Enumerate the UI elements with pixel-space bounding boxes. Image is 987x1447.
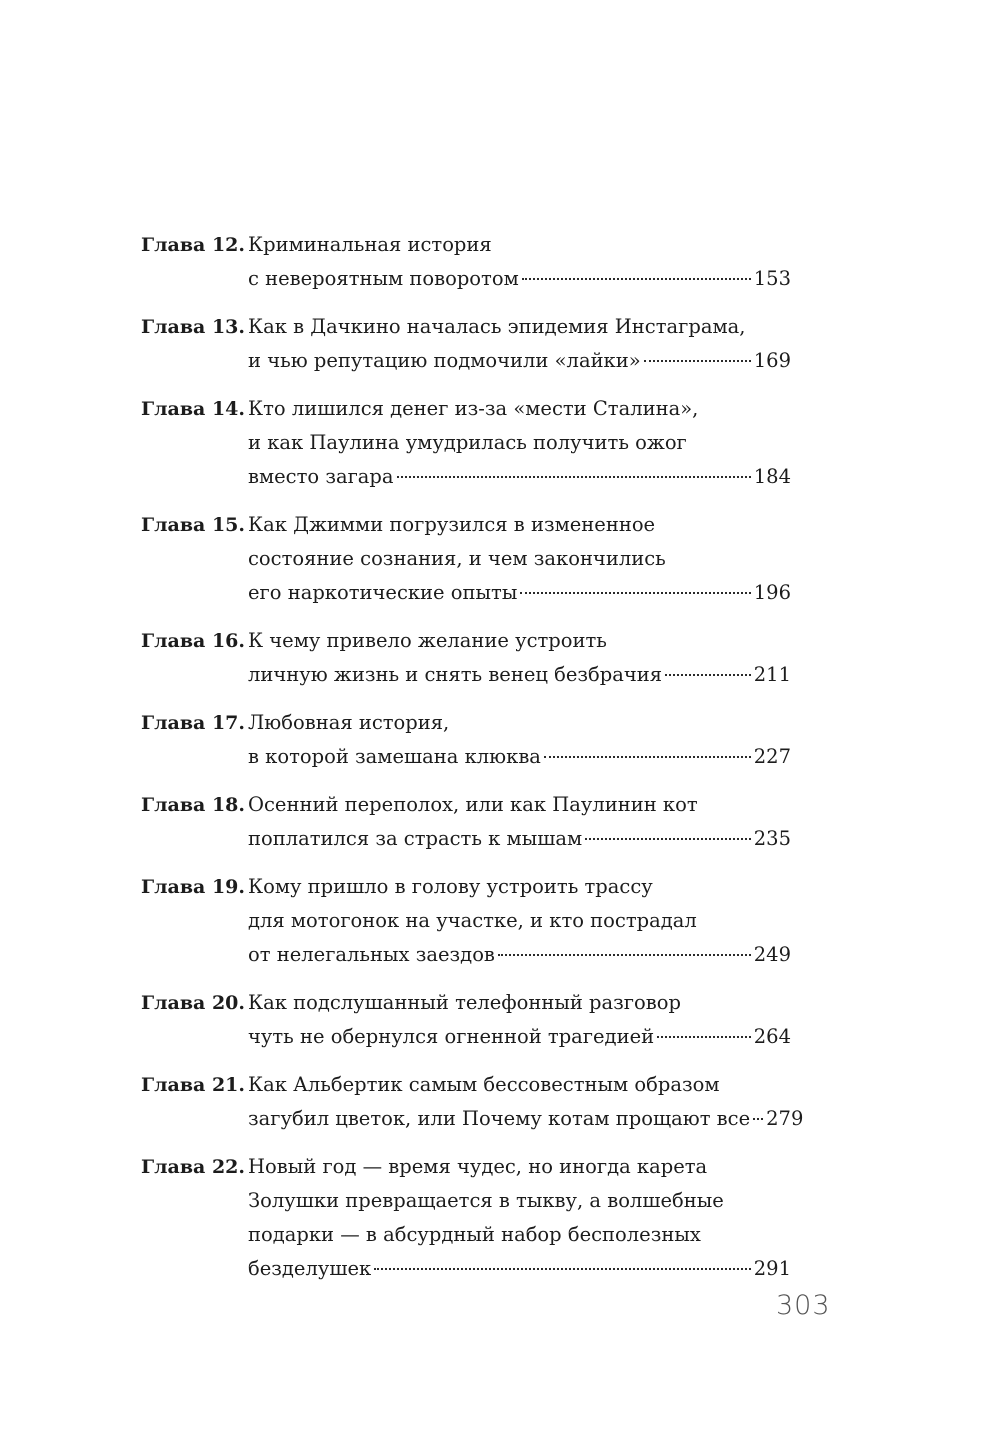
chapter-title-line: Как Джимми погрузился в измененное <box>248 513 656 536</box>
dot-leader <box>397 476 751 478</box>
chapter-title-line: личную жизнь и снять венец безбрачия <box>248 663 663 686</box>
chapter-title <box>248 1150 791 1286</box>
toc-entry <box>141 228 791 296</box>
chapter-title-last-line <box>248 262 791 296</box>
chapter-title-line: и как Паулина умудрилась получить ожог <box>248 431 687 454</box>
chapter-label: Глава 16. <box>141 630 246 652</box>
chapter-title-line: и чью репутацию подмочили «лайки» <box>248 349 641 372</box>
chapter-label: Глава 15. <box>141 514 246 536</box>
dot-leader <box>498 954 751 956</box>
toc-entry <box>141 508 791 610</box>
chapter-page-number: 227 <box>753 745 791 768</box>
chapter-title <box>248 624 791 692</box>
dot-leader <box>374 1268 751 1270</box>
chapter-title-last-line <box>248 658 791 692</box>
chapter-title-line: Новый год — время чудес, но иногда карета <box>248 1155 708 1178</box>
toc-entry <box>141 1068 804 1136</box>
chapter-title-last-line <box>248 1102 804 1136</box>
chapter-title-line: К чему привело желание устроить <box>248 629 607 652</box>
chapter-title-line: состояние сознания, и чем закончились <box>248 547 666 570</box>
chapter-title-last-line <box>248 576 791 610</box>
chapter-label: Глава 18. <box>141 794 246 816</box>
chapter-page-number: 249 <box>753 943 791 966</box>
chapter-title-line: Как в Дачкино началась эпидемия Инстаграма, <box>248 315 746 338</box>
dot-leader <box>522 278 751 280</box>
chapter-title-line: Золушки превращается в тыкву, а волшебные <box>248 1189 724 1212</box>
chapter-title <box>248 310 791 378</box>
chapter-title-last-line <box>248 740 791 774</box>
chapter-title-line: для мотогонок на участке, и кто пострадал <box>248 909 697 932</box>
chapter-title-line: Как подслушанный телефонный разговор <box>248 991 681 1014</box>
chapter-title-last-line <box>248 344 791 378</box>
chapter-title-line: с невероятным поворотом <box>248 267 519 290</box>
chapter-title-line: вместо загара <box>248 465 394 488</box>
chapter-title-line: Кому пришло в голову устроить трассу <box>248 875 653 898</box>
chapter-title-line: Криминальная история <box>248 233 492 256</box>
chapter-title-last-line <box>248 822 791 856</box>
chapter-title <box>248 706 791 774</box>
toc-entry <box>141 870 791 972</box>
table-of-contents <box>141 228 804 1300</box>
chapter-title-line: от нелегальных заездов <box>248 943 495 966</box>
chapter-title-line: подарки — в абсурдный набор бесполезных <box>248 1223 701 1246</box>
chapter-title-line: его наркотические опыты <box>248 581 518 604</box>
chapter-title <box>248 1068 804 1136</box>
chapter-title-last-line <box>248 460 791 494</box>
chapter-page-number: 153 <box>753 267 791 290</box>
dot-leader <box>753 1118 763 1120</box>
chapter-title-line: загубил цветок, или Почему котам прощают все <box>248 1107 751 1130</box>
chapter-title-line: поплатился за страсть к мышам <box>248 827 583 850</box>
chapter-title <box>248 986 791 1054</box>
chapter-title-last-line <box>248 938 791 972</box>
chapter-title-last-line <box>248 1252 791 1286</box>
chapter-title-line: в которой замешана клюква <box>248 745 541 768</box>
toc-entry <box>141 310 791 378</box>
chapter-label: Глава 17. <box>141 712 246 734</box>
chapter-label: Глава 21. <box>141 1074 246 1096</box>
dot-leader <box>520 592 750 594</box>
chapter-page-number: 291 <box>753 1257 791 1280</box>
toc-entry <box>141 392 791 494</box>
chapter-label: Глава 20. <box>141 992 246 1014</box>
chapter-title-last-line <box>248 1020 791 1054</box>
dot-leader <box>665 674 751 676</box>
chapter-title <box>248 228 791 296</box>
toc-entry <box>141 1150 791 1286</box>
page-number: 303 <box>776 1290 831 1321</box>
toc-entry <box>141 788 791 856</box>
chapter-page-number: 235 <box>753 827 791 850</box>
chapter-label: Глава 22. <box>141 1156 246 1178</box>
chapter-page-number: 169 <box>753 349 791 372</box>
chapter-title-line: безделушек <box>248 1257 372 1280</box>
chapter-page-number: 184 <box>753 465 791 488</box>
chapter-title-line: Любовная история, <box>248 711 450 734</box>
toc-entry <box>141 706 791 774</box>
chapter-page-number: 264 <box>753 1025 791 1048</box>
chapter-label: Глава 12. <box>141 234 246 256</box>
chapter-title <box>248 788 791 856</box>
dot-leader <box>544 756 751 758</box>
chapter-title-line: Кто лишился денег из-за «мести Сталина», <box>248 397 699 420</box>
toc-entry <box>141 986 791 1054</box>
dot-leader <box>644 360 751 362</box>
dot-leader <box>585 838 751 840</box>
chapter-page-number: 279 <box>766 1107 804 1130</box>
chapter-title-line: Как Альбертик самым бессовестным образом <box>248 1073 720 1096</box>
chapter-page-number: 196 <box>753 581 791 604</box>
chapter-title-line: чуть не обернулся огненной трагедией <box>248 1025 655 1048</box>
toc-entry <box>141 624 791 692</box>
dot-leader <box>657 1036 751 1038</box>
chapter-label: Глава 14. <box>141 398 246 420</box>
chapter-page-number: 211 <box>753 663 791 686</box>
chapter-label: Глава 19. <box>141 876 246 898</box>
chapter-title-line: Осенний переполох, или как Паулинин кот <box>248 793 698 816</box>
chapter-title <box>248 870 791 972</box>
chapter-label: Глава 13. <box>141 316 246 338</box>
chapter-title <box>248 508 791 610</box>
chapter-title <box>248 392 791 494</box>
